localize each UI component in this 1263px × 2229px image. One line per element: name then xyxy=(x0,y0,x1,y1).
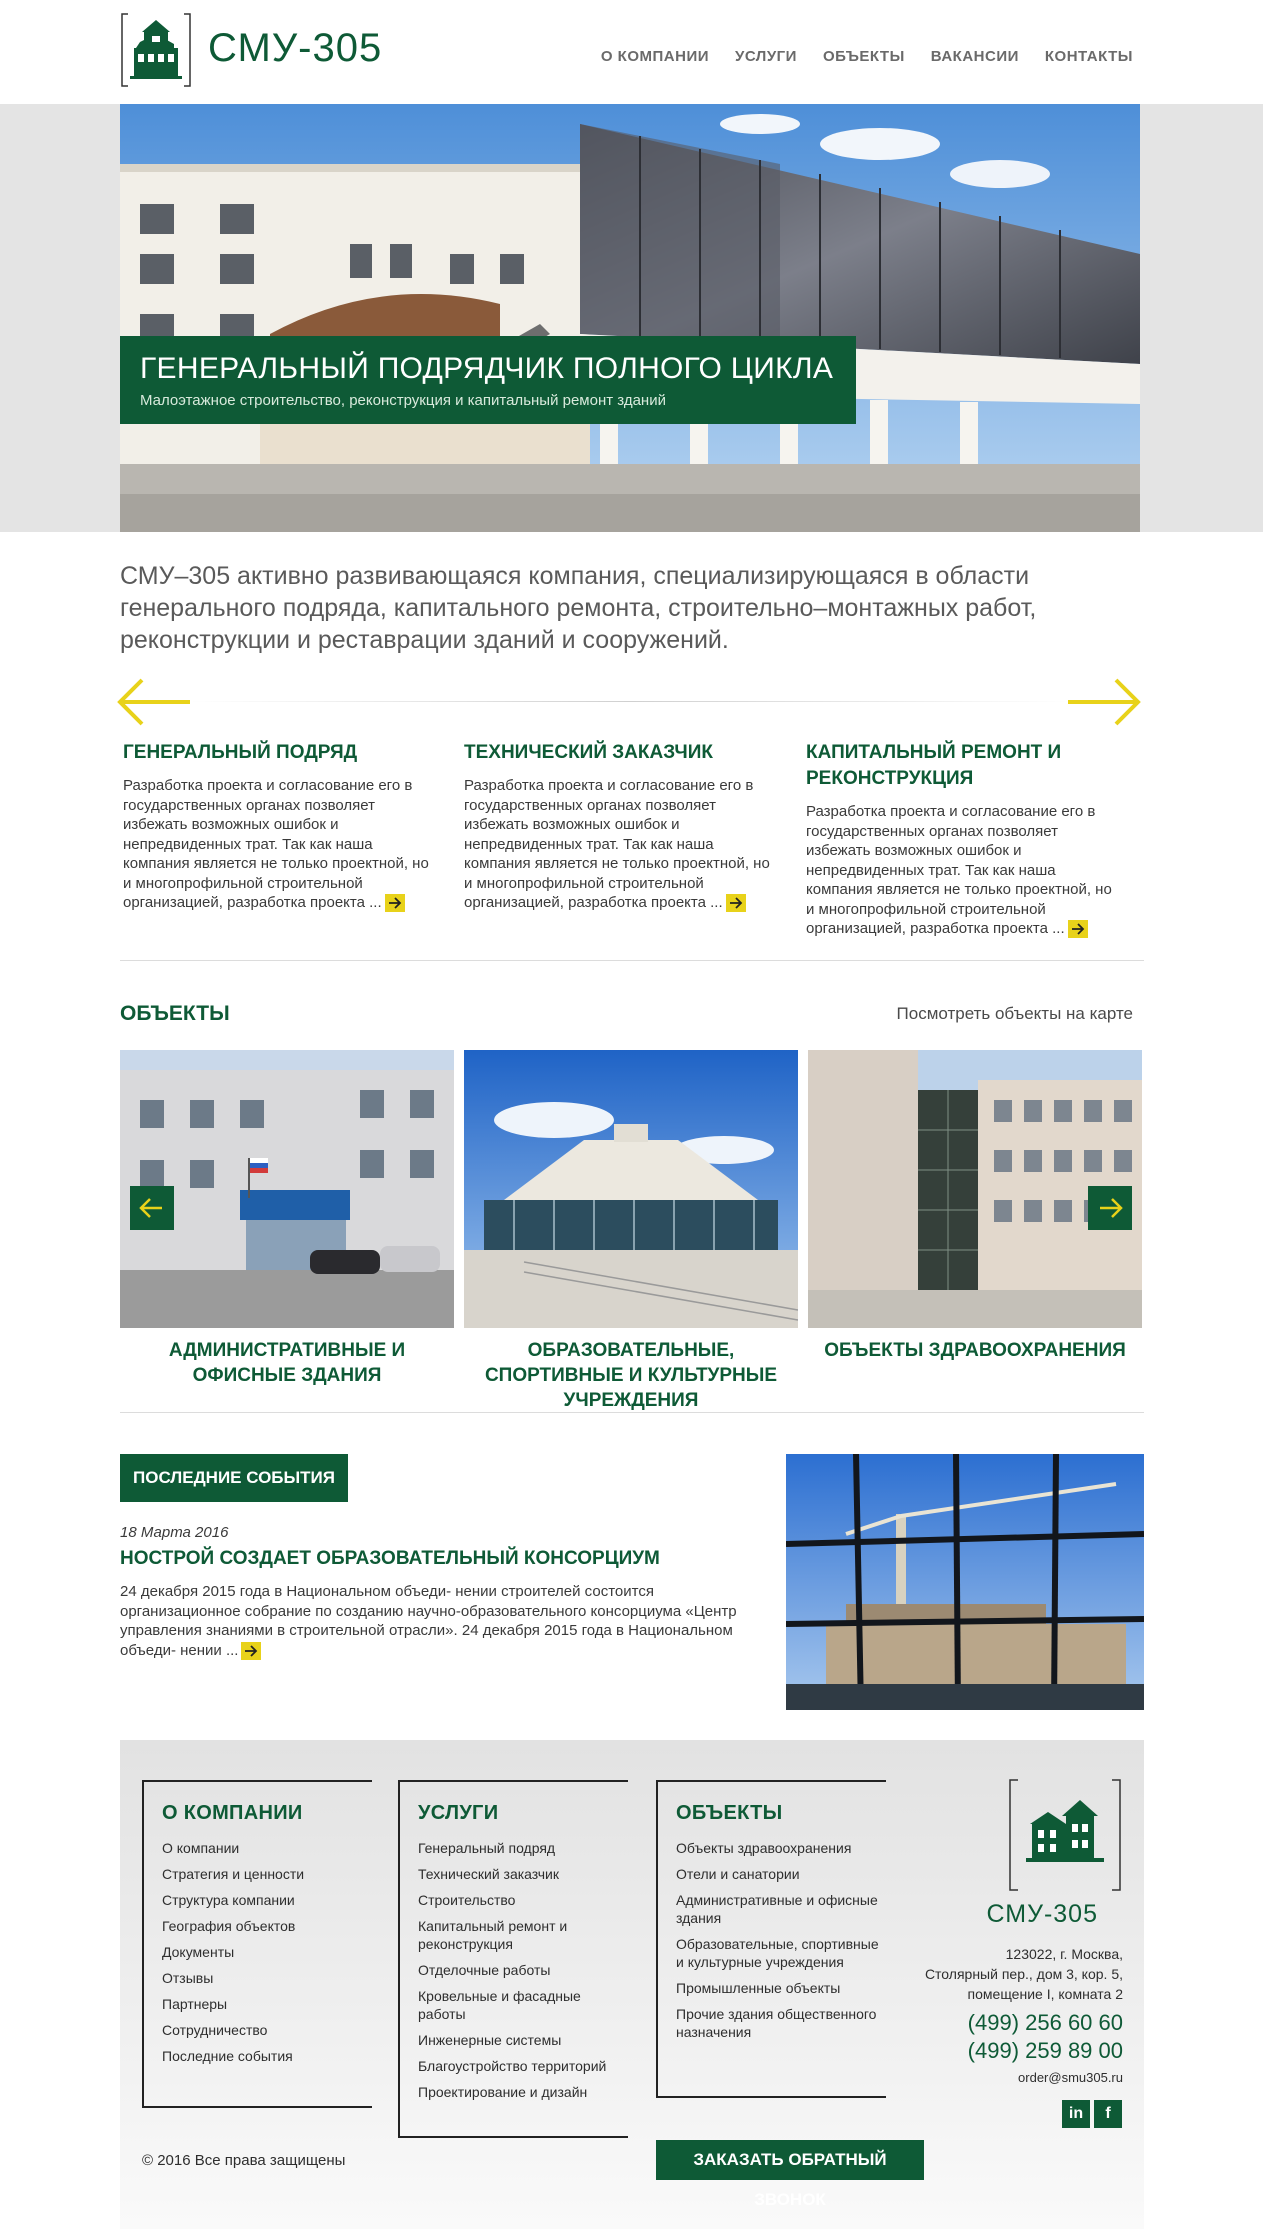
service-capital-repair xyxy=(806,740,1116,939)
footer-link[interactable]: Генеральный подряд xyxy=(418,1840,556,1856)
services-divider xyxy=(190,701,1070,702)
nav-services[interactable]: УСЛУГИ xyxy=(735,48,797,65)
footer-column-about xyxy=(142,1780,372,2108)
footer-link[interactable]: Отели и санатории xyxy=(676,1866,800,1882)
footer-link[interactable]: Административные и офисные здания xyxy=(676,1892,878,1926)
footer-link[interactable]: Партнеры xyxy=(162,1996,228,2012)
footer-column-services xyxy=(398,1780,628,2138)
footer-link[interactable]: Благоустройство территорий xyxy=(418,2058,607,2074)
footer-link[interactable]: Отзывы xyxy=(162,1970,214,1986)
footer-link[interactable]: Инженерные системы xyxy=(418,2032,562,2048)
footer-column-title: ОБЪЕКТЫ xyxy=(676,1802,783,1824)
services-prev-arrow-icon[interactable] xyxy=(114,676,194,728)
footer-link[interactable]: Кровельные и фасадные работы xyxy=(418,1988,581,2022)
footer-link[interactable]: Промышленные объекты xyxy=(676,1980,841,1996)
footer-email[interactable]: order@smu305.ru xyxy=(1018,2070,1123,2085)
footer-link[interactable]: Прочие здания общественного назначения xyxy=(676,2006,877,2040)
copyright: © 2016 Все права защищены xyxy=(142,2152,346,2169)
objects-prev-arrow-icon[interactable] xyxy=(130,1186,174,1230)
news-text: 24 декабря 2015 года в Национальном объеди- нении строителей состоится организационное собрание по созданию научно-образовательного консорциума «Центр управления знаниями в строительной отрасли». 24 декабря 2015 года в Национальном объеди- нении ... xyxy=(120,1583,737,1659)
footer-link[interactable]: Документы xyxy=(162,1944,235,1960)
nav-objects[interactable]: ОБЪЕКТЫ xyxy=(822,48,905,65)
service-title[interactable]: ТЕХНИЧЕСКИЙ ЗАКАЗЧИК xyxy=(464,742,713,763)
footer-brand-name: СМУ-305 xyxy=(986,1900,1098,1928)
footer-column-objects xyxy=(656,1780,886,2098)
facebook-icon[interactable]: f xyxy=(1094,2100,1122,2128)
footer-phone-1[interactable]: (499) 256 60 60 xyxy=(967,2010,1123,2035)
object-label-healthcare[interactable]: ОБЪЕКТЫ ЗДРАВООХРАНЕНИЯ xyxy=(824,1340,1126,1361)
section-divider xyxy=(120,1412,1144,1413)
section-divider xyxy=(120,960,1144,961)
intro-text: СМУ–305 активно развивающаяся компания, специализирующаяся в области генерального подряда, капитального ремонта, строительно–монтажных работ, реконструкции и реставрации зданий и сооружений. xyxy=(120,562,1037,654)
object-label-culture[interactable]: ОБРАЗОВАТЕЛЬНЫЕ, СПОРТИВНЫЕ И КУЛЬТУРНЫЕ УЧРЕЖДЕНИЯ xyxy=(484,1340,778,1411)
hero-caption xyxy=(120,336,856,424)
read-more-arrow-icon[interactable] xyxy=(241,1642,261,1660)
footer-column-title: УСЛУГИ xyxy=(418,1802,499,1824)
linkedin-icon[interactable]: in xyxy=(1062,2100,1090,2128)
nav-vacancies[interactable]: ВАКАНСИИ xyxy=(930,48,1019,65)
hero-subtitle: Малоэтажное строительство, реконструкция и капитальный ремонт зданий xyxy=(140,392,666,409)
footer-link[interactable]: Последние события xyxy=(162,2048,293,2064)
callback-button[interactable]: ЗАКАЗАТЬ ОБРАТНЫЙ ЗВОНОК xyxy=(656,2140,924,2180)
news-image xyxy=(786,1454,1144,1710)
footer-link[interactable]: Отделочные работы xyxy=(418,1962,551,1978)
footer-link[interactable]: Стратегия и ценности xyxy=(162,1866,305,1882)
footer-logo-icon xyxy=(1008,1778,1122,1892)
news-date: 18 Марта 2016 xyxy=(120,1524,229,1541)
footer-link[interactable]: Проектирование и дизайн xyxy=(418,2084,588,2100)
services-next-arrow-icon[interactable] xyxy=(1064,676,1144,728)
news-title[interactable]: НОСТРОЙ СОЗДАЕТ ОБРАЗОВАТЕЛЬНЫЙ КОНСОРЦИУМ xyxy=(120,1548,660,1569)
nav-contacts[interactable]: КОНТАКТЫ xyxy=(1044,48,1133,65)
latest-events-button[interactable]: ПОСЛЕДНИЕ СОБЫТИЯ xyxy=(120,1454,348,1502)
service-text: Разработка проекта и согласование его в государственных органах позволяет избежать возможных ошибок и непредвиденных трат. Так как наша компания является не только проектной, но и многопрофильной строительной организацией, разработка проекта ... xyxy=(806,803,1112,937)
footer-link[interactable]: Сотрудничество xyxy=(162,2022,268,2038)
service-title[interactable]: КАПИТАЛЬНЫЙ РЕМОНТ И РЕКОНСТРУКЦИЯ xyxy=(806,742,1062,789)
footer-link[interactable]: Объекты здравоохранения xyxy=(676,1840,852,1856)
objects-next-arrow-icon[interactable] xyxy=(1088,1186,1132,1230)
nav-about[interactable]: О КОМПАНИИ xyxy=(600,48,710,65)
service-text: Разработка проекта и согласование его в государственных органах позволяет избежать возможных ошибок и непредвиденных трат. Так как наша компания является не только проектной, но и многопрофильной строительной организацией, разработка проекта ... xyxy=(464,777,770,911)
objects-heading: ОБЪЕКТЫ xyxy=(120,1002,230,1025)
footer-link[interactable]: Строительство xyxy=(418,1892,516,1908)
footer-link[interactable]: Капитальный ремонт и реконструкция xyxy=(418,1918,568,1952)
read-more-arrow-icon[interactable] xyxy=(1068,920,1088,938)
read-more-arrow-icon[interactable] xyxy=(726,894,746,912)
object-label-offices[interactable]: АДМИНИСТРАТИВНЫЕ И ОФИСНЫЕ ЗДАНИЯ xyxy=(168,1340,406,1386)
brand-name[interactable]: СМУ-305 xyxy=(208,26,383,70)
read-more-arrow-icon[interactable] xyxy=(385,894,405,912)
footer-link[interactable]: География объектов xyxy=(162,1918,296,1934)
logo-icon[interactable] xyxy=(120,12,192,88)
service-text: Разработка проекта и согласование его в государственных органах позволяет избежать возможных ошибок и непредвиденных трат. Так как наша компания является не только проектной, но и многопрофильной строительной организацией, разработка проекта ... xyxy=(123,777,429,911)
footer-link[interactable]: Технический заказчик xyxy=(418,1866,559,1882)
object-image-culture[interactable] xyxy=(464,1050,798,1328)
hero-image xyxy=(120,104,1140,532)
footer-link[interactable]: О компании xyxy=(162,1840,240,1856)
main-nav xyxy=(601,48,1133,65)
service-general-contract xyxy=(123,740,433,913)
footer-link[interactable]: Образовательные, спортивные и культурные учреждения xyxy=(676,1936,879,1970)
footer-link[interactable]: Структура компании xyxy=(162,1892,295,1908)
hero-title: ГЕНЕРАЛЬНЫЙ ПОДРЯДЧИК ПОЛНОГО ЦИКЛА xyxy=(140,352,834,385)
service-title[interactable]: ГЕНЕРАЛЬНЫЙ ПОДРЯД xyxy=(123,742,358,763)
footer-address: 123022, г. Москва, Столярный пер., дом 3, кор. 5, помещение I, комната 2 xyxy=(924,1946,1123,2002)
footer-column-title: О КОМПАНИИ xyxy=(162,1802,303,1824)
footer-phone-2[interactable]: (499) 259 89 00 xyxy=(967,2038,1123,2063)
service-technical-customer xyxy=(464,740,774,913)
objects-map-link[interactable]: Посмотреть объекты на карте xyxy=(896,1004,1133,1023)
